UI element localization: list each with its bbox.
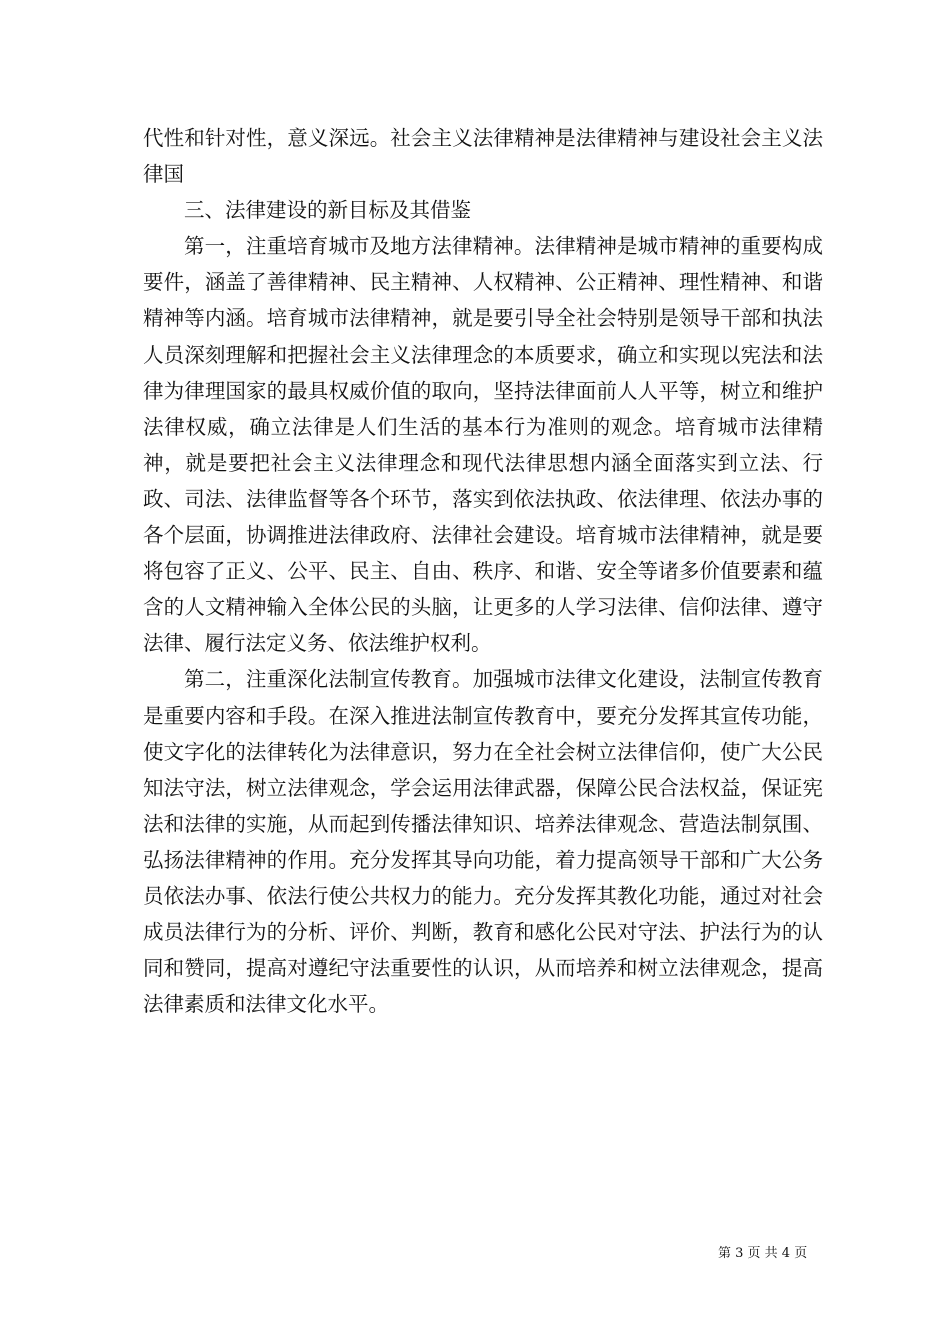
page-number-footer: 第 3 页 共 4 页 bbox=[718, 1246, 808, 1261]
document-body bbox=[143, 120, 823, 1022]
section-heading: 三、法律建设的新目标及其借鉴 bbox=[184, 198, 471, 223]
paragraph-first-point: 第一，注重培育城市及地方法律精神。法律精神是城市精神的重要构成要件，涵盖了善律精神、民主精神、人权精神、公正精神、理性精神、和谐精神等内涵。培育城市法律精神，就是要引导全社会特别是领导干部和执法人员深刻理解和把握社会主义法律理念的本质要求，确立和实现以宪法和法律为律理国家的最具权威价值的取向，坚持法律面前人人平等，树立和维护法律权威，确立法律是人们生活的基本行为准则的观念。培育城市法律精神，就是要把社会主义法律理念和现代法律思想内涵全面落实到立法、行政、司法、法律监督等各个环节，落实到依法执政、依法律理、依法办事的各个层面，协调推进法律政府、法律社会建设。培育城市法律精神，就是要将包容了正义、公平、民主、自由、秩序、和谐、安全等诸多价值要素和蕴含的人文精神输入全体公民的头脑，让更多的人学习法律、信仰法律、遵守法律、履行法定义务、依法维护权利。 bbox=[143, 234, 823, 656]
paragraph-continuation: 代性和针对性，意义深远。社会主义法律精神是法律精神与建设社会主义法律国 bbox=[143, 126, 823, 187]
paragraph-second-point: 第二，注重深化法制宣传教育。加强城市法律文化建设，法制宣传教育是重要内容和手段。在深入推进法制宣传教育中，要充分发挥其宣传功能，使文字化的法律转化为法律意识，努力在全社会树立法律信仰，使广大公民知法守法，树立法律观念，学会运用法律武器，保障公民合法权益，保证宪法和法律的实施，从而起到传播法律知识、培养法律观念、营造法制氛围、弘扬法律精神的作用。充分发挥其导向功能，着力提高领导干部和广大公务员依法办事、依法行使公共权力的能力。充分发挥其教化功能，通过对社会成员法律行为的分析、评价、判断，教育和感化公民对守法、护法行为的认同和赞同，提高对遵纪守法重要性的认识，从而培养和树立法律观念，提高法律素质和法律文化水平。 bbox=[143, 667, 823, 1017]
